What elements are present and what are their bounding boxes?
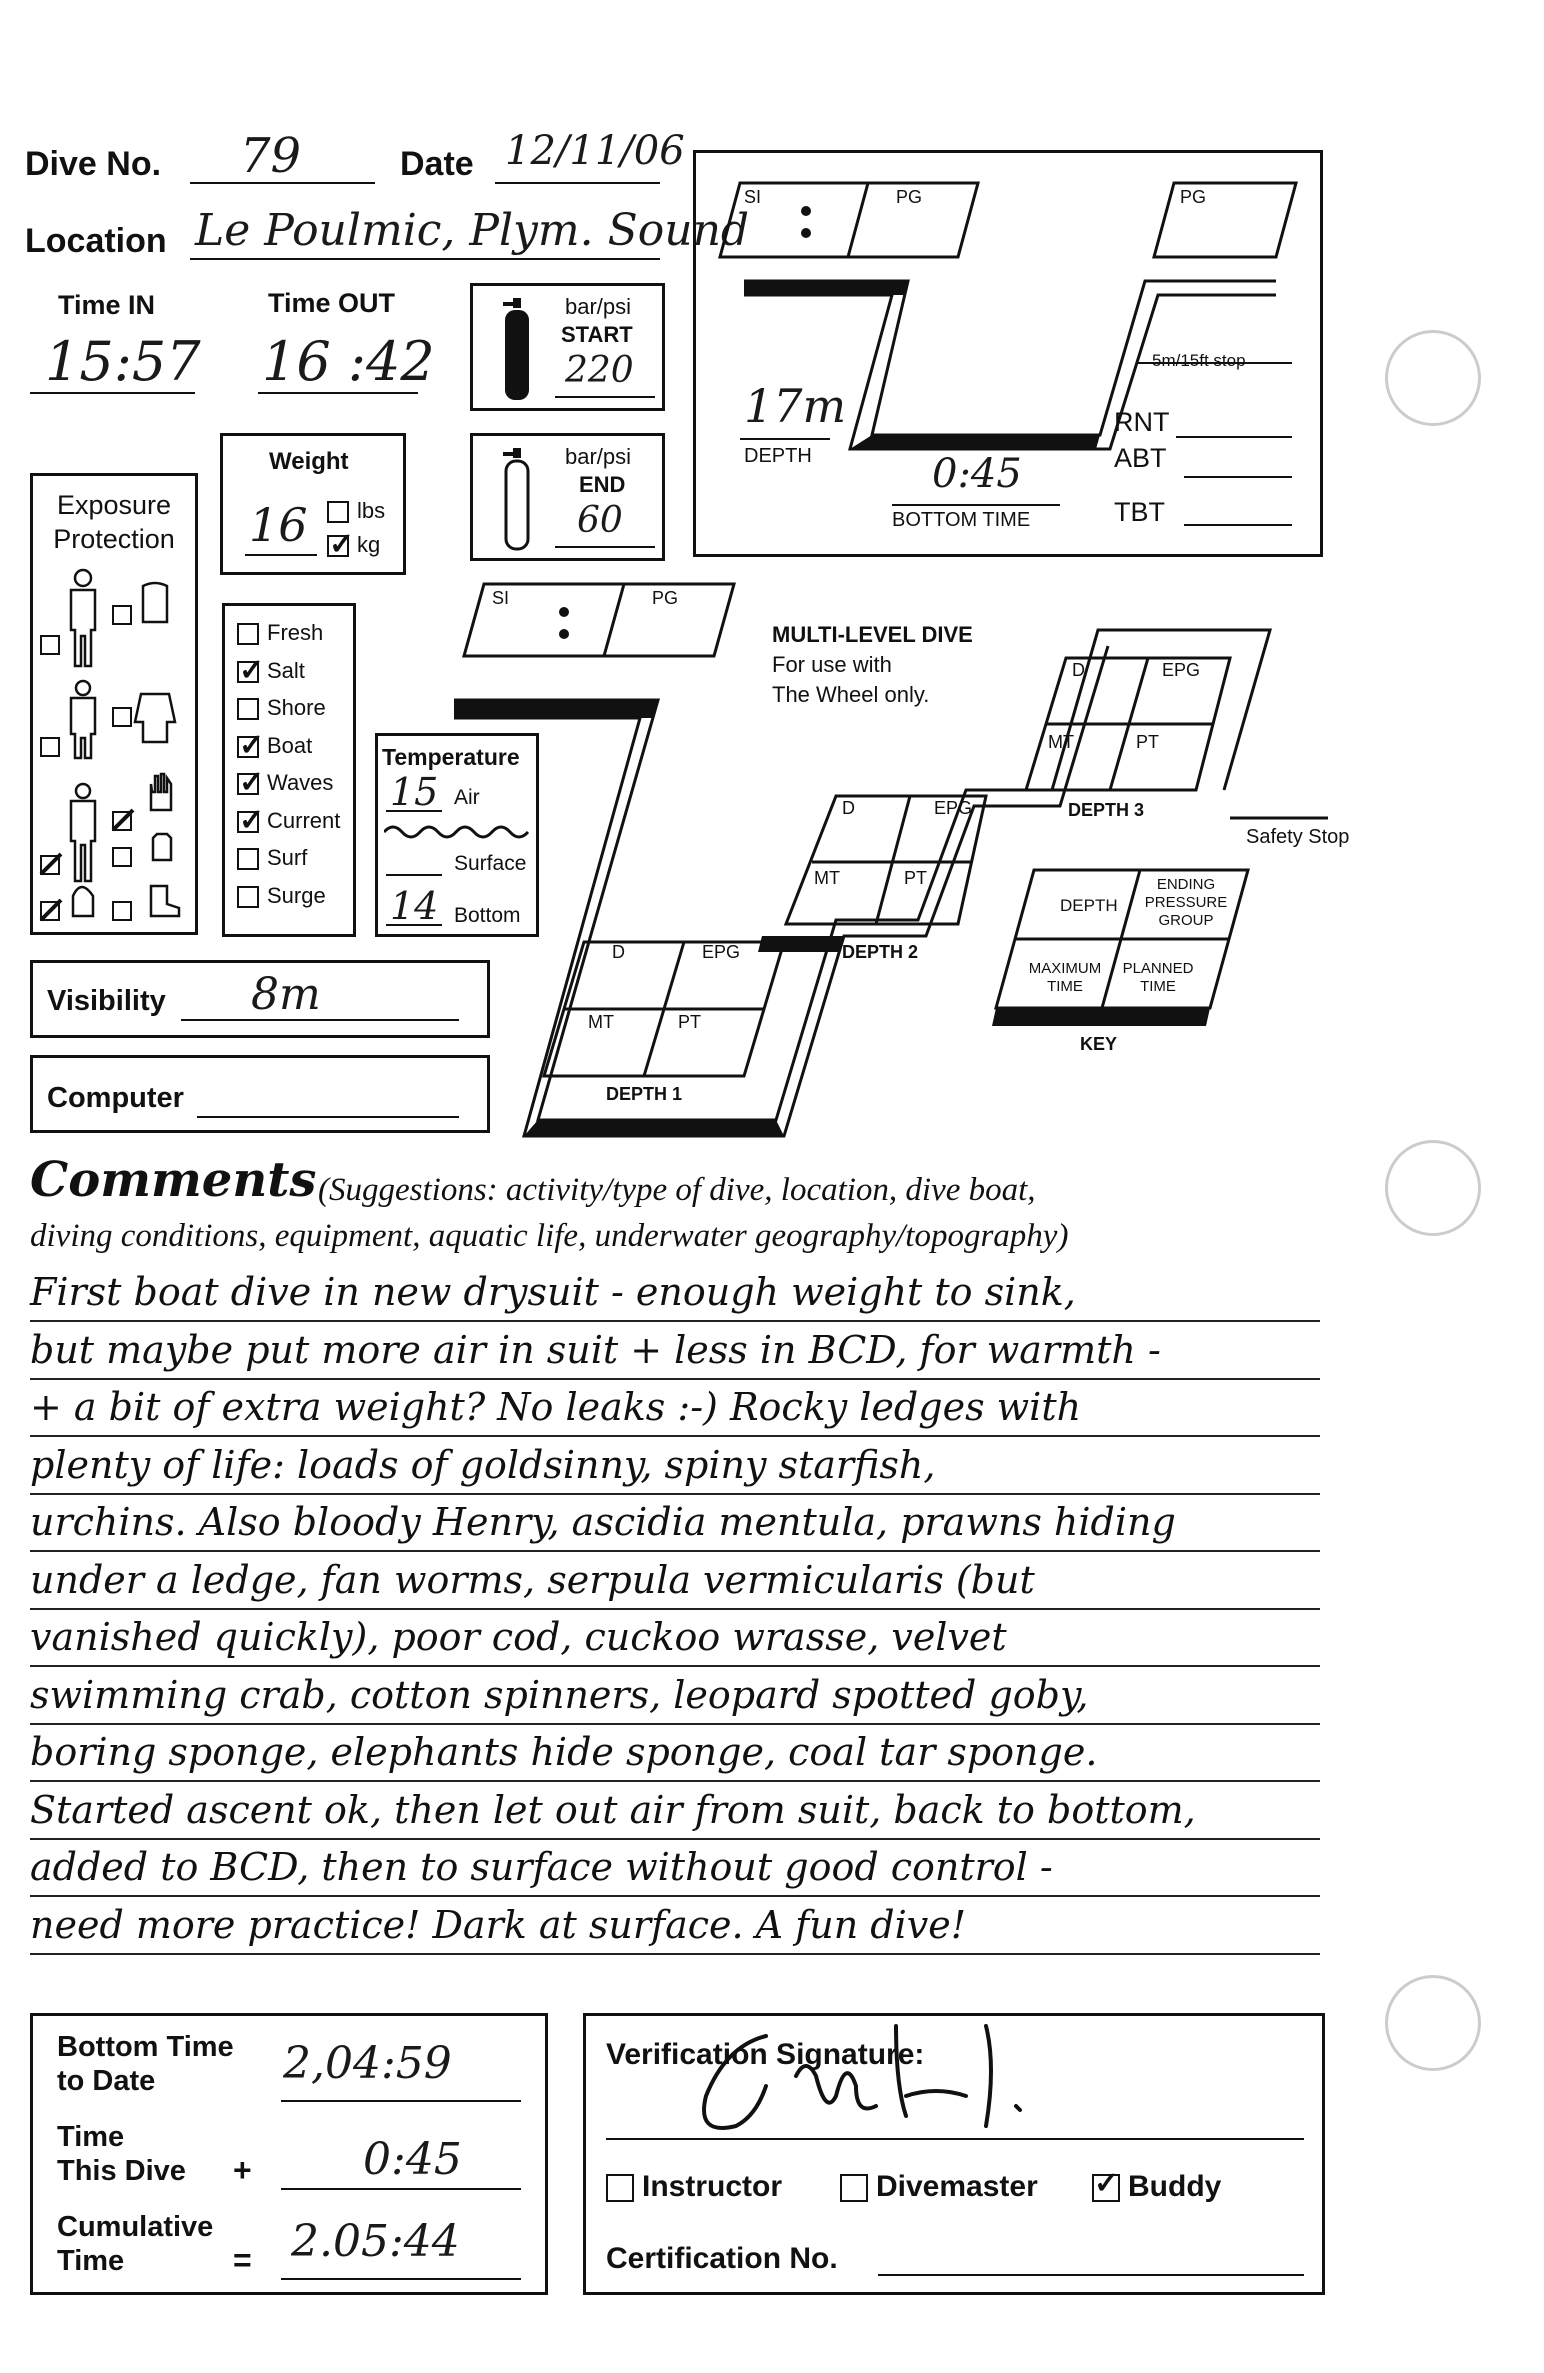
d1-mt-label: MT — [588, 1012, 614, 1032]
visibility-value: 8m — [251, 969, 321, 1020]
exposure-label-1: Exposure — [56, 490, 172, 520]
tank-start-box — [470, 283, 665, 411]
visibility-label: Visibility — [47, 985, 166, 1017]
d2-epg-label: EPG — [934, 798, 973, 818]
depth1-label: DEPTH 1 — [606, 1084, 683, 1104]
tank-end-unit: bar/psi — [565, 444, 632, 469]
computer-box — [30, 1055, 490, 1133]
d2-d-label: D — [842, 798, 855, 818]
tank-start-unit: bar/psi — [565, 294, 632, 319]
comment-line: boring sponge, elephants hide sponge, coal tar sponge. — [30, 1730, 1098, 1774]
depth3-label: DEPTH 3 — [1068, 800, 1145, 820]
comments-suggestions-2: diving conditions, equipment, aquatic life, underwater geography/topography) — [30, 1218, 1069, 1254]
comments-title: Comments — [30, 1152, 317, 1208]
abt-label: ABT — [1114, 443, 1167, 473]
comment-line: added to BCD, then to surface without good control - — [30, 1845, 1053, 1889]
time-out-label: Time OUT — [268, 288, 396, 318]
profile-stop-label: 5m/15ft stop — [1152, 351, 1246, 370]
tank-start-label: START — [561, 322, 633, 347]
bottom-temp-value: 14 — [390, 884, 439, 928]
bottom-time-to-date-value: 2,04:59 — [283, 2038, 452, 2089]
key-epg-label: ENDING PRESSURE GROUP — [1144, 876, 1228, 929]
ml-subtitle-1: For use with — [772, 652, 892, 677]
comment-line: First boat dive in new drysuit - enough weight to sink, — [30, 1270, 1076, 1314]
punch-hole — [1385, 1975, 1481, 2071]
date-value: 12/11/06 — [505, 128, 685, 174]
weight-box — [220, 433, 406, 575]
exposure-label-2: Protection — [53, 524, 175, 554]
instructor-option[interactable]: Instructor — [606, 2170, 782, 2204]
tank-end-box — [470, 433, 665, 561]
certification-label: Certification No. — [606, 2242, 838, 2275]
environment-option-waves[interactable]: ✓Waves — [237, 770, 333, 796]
environment-option-boat[interactable]: ✓Boat — [237, 733, 312, 759]
profile-depth-label: DEPTH — [744, 445, 812, 467]
d2-mt-label: MT — [814, 868, 840, 888]
d2-pt-label: PT — [904, 868, 928, 888]
comment-line: Started ascent ok, then let out air from suit, back to bottom, — [30, 1787, 1196, 1832]
environment-option-salt[interactable]: ✓Salt — [237, 658, 305, 684]
location-label: Location — [25, 222, 167, 260]
profile-bottom-time-label: BOTTOM TIME — [892, 509, 1031, 531]
weight-label: Weight — [269, 448, 349, 475]
d3-mt-label: MT — [1048, 732, 1074, 752]
rnt-label: RNT — [1114, 407, 1170, 437]
comment-line: plenty of life: loads of goldsinny, spiny starfish, — [30, 1442, 936, 1487]
environment-option-current[interactable]: ✓Current — [237, 808, 340, 834]
visibility-box — [30, 960, 490, 1038]
time-this-dive-value: 0:45 — [363, 2134, 462, 2185]
surface-label: Surface — [454, 852, 527, 875]
environment-option-shore[interactable]: Shore — [237, 695, 326, 721]
tank-end-label: END — [579, 472, 626, 497]
cumulative-label: Cumulative Time — [57, 2211, 214, 2277]
tank-start-value: 220 — [565, 350, 634, 391]
comment-line: but maybe put more air in suit + less in BCD, for warmth - — [30, 1327, 1161, 1372]
d3-d-label: D — [1072, 660, 1085, 680]
computer-label: Computer — [47, 1082, 184, 1114]
date-label: Date — [400, 145, 474, 183]
verification-box — [583, 2013, 1325, 2295]
ml-pg-label: PG — [652, 588, 679, 608]
dive-no-value: 79 — [240, 128, 302, 184]
air-temp-value: 15 — [390, 770, 439, 814]
time-in-label: Time IN — [58, 290, 156, 320]
depth2-label: DEPTH 2 — [842, 942, 919, 962]
profile-si-label: SI — [744, 187, 762, 207]
buddy-option[interactable]: ✓ Buddy — [1092, 2170, 1221, 2204]
environment-option-surf[interactable]: Surf — [237, 845, 307, 871]
comments-suggestions-1: (Suggestions: activity/type of dive, location, dive boat, — [318, 1172, 1036, 1208]
punch-hole — [1385, 1140, 1481, 1236]
environment-box — [222, 603, 356, 937]
d3-pt-label: PT — [1136, 732, 1160, 752]
exposure-protection-box — [30, 473, 198, 935]
safety-stop-label: Safety Stop — [1246, 826, 1350, 848]
punch-hole — [1385, 330, 1481, 426]
location-value: Le Poulmic, Plym. Sound — [195, 205, 750, 256]
bottom-time-to-date-label: Bottom Time to Date — [57, 2031, 234, 2097]
d1-epg-label: EPG — [702, 942, 741, 962]
tank-end-value: 60 — [577, 500, 623, 541]
weight-value: 16 — [249, 498, 308, 552]
d1-pt-label: PT — [678, 1012, 702, 1032]
divemaster-option[interactable]: Divemaster — [840, 2170, 1038, 2204]
verification-label: Verification Signature: — [606, 2038, 925, 2071]
profile-depth-value: 17m — [744, 379, 847, 433]
cumulative-value: 2.05:44 — [291, 2216, 460, 2267]
ml-title: MULTI-LEVEL DIVE — [772, 622, 973, 647]
comment-line: + a bit of extra weight? No leaks :-) Rocky ledges with — [30, 1385, 1082, 1429]
d1-d-label: D — [612, 942, 625, 962]
air-label: Air — [454, 786, 480, 809]
unit-lbs-option[interactable]: lbs — [327, 498, 385, 524]
comment-line: swimming crab, cotton spinners, leopard spotted goby, — [30, 1672, 1089, 1717]
dive-profile-box — [693, 150, 1323, 557]
environment-option-surge[interactable]: Surge — [237, 883, 326, 909]
exposure-suit-icons — [33, 566, 195, 926]
tbt-label: TBT — [1114, 497, 1165, 527]
d3-epg-label: EPG — [1162, 660, 1201, 680]
time-in-value: 15:57 — [45, 330, 201, 393]
ml-subtitle-2: The Wheel only. — [772, 682, 930, 707]
profile-pg2-label: PG — [1180, 187, 1207, 207]
comment-line: need more practice! Dark at surface. A fun dive! — [30, 1902, 966, 1947]
time-out-value: 16 :42 — [262, 330, 435, 393]
ml-si-label: SI — [492, 588, 510, 608]
signature-image — [686, 1996, 1106, 2146]
profile-pg-label: PG — [896, 187, 923, 207]
environment-option-fresh[interactable]: Fresh — [237, 620, 323, 646]
key-mt-label: MAXIMUM TIME — [1028, 960, 1102, 995]
comment-line: urchins. Also bloody Henry, ascidia mentula, prawns hiding — [30, 1500, 1176, 1544]
tank-empty-icon — [499, 446, 535, 551]
dive-no-label: Dive No. — [25, 145, 162, 183]
unit-kg-option[interactable]: ✓kg — [327, 532, 380, 558]
comment-line: under a ledge, fan worms, serpula vermicularis (but — [30, 1557, 1035, 1602]
key-depth-label: DEPTH — [1060, 896, 1118, 915]
temperature-label: Temperature — [382, 744, 520, 770]
time-this-dive-label: Time This Dive — [57, 2121, 186, 2187]
profile-bottom-time-value: 0:45 — [932, 451, 1022, 497]
equals-sign: = — [233, 2242, 252, 2278]
plus-sign: + — [233, 2152, 252, 2188]
key-pt-label: PLANNED TIME — [1122, 960, 1194, 995]
comment-line: vanished quickly), poor cod, cuckoo wrasse, velvet — [30, 1615, 1007, 1659]
bottom-label: Bottom — [454, 904, 521, 927]
totals-box — [30, 2013, 548, 2295]
key-label: KEY — [1080, 1034, 1118, 1054]
tank-full-icon — [499, 296, 535, 401]
